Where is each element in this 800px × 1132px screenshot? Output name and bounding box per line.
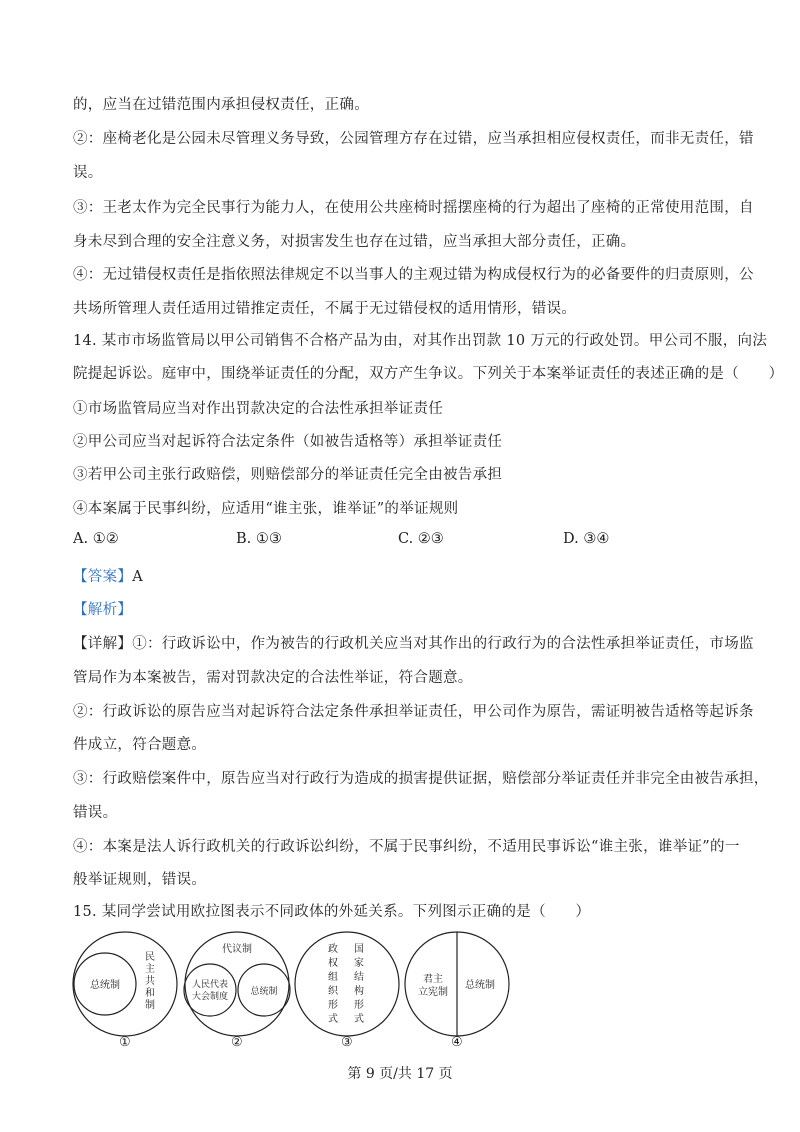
label-state-structure: 构 <box>354 986 364 997</box>
detail-line: ③：行政赔偿案件中，原告应当对行政行为造成的损害提供证据，赔偿部分举证责任并非完全由被告承担， <box>73 771 769 787</box>
detail-line: 件成立，符合题意。 <box>73 737 207 753</box>
detail-line: 【详解】①：行政诉讼中，作为被告的行政机关应当对其作出的行政行为的合法性承担举证责任，市场监 <box>73 636 754 652</box>
text-line: ②：座椅老化是公园未尽管理义务导致，公园管理方存在过错，应当承担相应侵权责任，而非无责任，错 <box>73 131 754 147</box>
label-state-structure: 家 <box>354 958 364 969</box>
euler-diagrams <box>0 930 800 1040</box>
euler-figure-4 <box>405 932 509 1036</box>
label-democratic-republic-1: 民 <box>145 952 155 963</box>
statement-3: ③若甲公司主张行政赔偿，则赔偿部分的举证责任完全由被告承担 <box>73 467 503 483</box>
label-regime-form: 形 <box>328 1000 338 1011</box>
figure-number-3: ③ <box>341 1035 353 1050</box>
label-democratic-republic-4: 和 <box>145 988 155 999</box>
question-15-stem: 15. 某同学尝试用欧拉图表示不同政体的外延关系。下列图示正确的是（ ） <box>73 904 591 920</box>
figure-number-2: ② <box>231 1035 243 1050</box>
option-c: C. ②③ <box>398 531 444 547</box>
label-presidential: 总统制 <box>465 980 495 991</box>
page-footer: 第 9 页/共 17 页 <box>347 1066 453 1082</box>
label-constitutional-monarchy-1: 君主 <box>423 974 443 985</box>
question-14-stem: 院提起诉讼。庭审中，围绕举证责任的分配，双方产生争议。下列关于本案举证责任的表述正确的是（ ） <box>73 366 784 382</box>
label-regime-form: 政 <box>328 944 338 955</box>
answer-value: A <box>132 569 143 585</box>
answer-label: 【答案】 <box>73 569 133 585</box>
text-line: ③：王老太作为完全民事行为能力人，在使用公共座椅时摇摆座椅的行为超出了座椅的正常使用范围，自 <box>73 200 754 216</box>
label-democratic-republic-2: 主 <box>145 964 155 975</box>
detail-line: 般举证规则，错误。 <box>73 872 207 888</box>
question-14-stem: 14. 某市市场监管局以甲公司销售不合格产品为由，对其作出罚款 10 万元的行政处罚。甲公司不服，向法 <box>73 333 768 349</box>
analysis-label: 【解析】 <box>73 602 133 618</box>
label-presidential: 总统制 <box>90 980 120 991</box>
label-regime-form: 织 <box>328 986 338 997</box>
statement-1: ①市场监管局应当对作出罚款决定的合法性承担举证责任 <box>73 401 443 417</box>
statement-4: ④本案属于民事纠纷，应适用“谁主张，谁举证”的举证规则 <box>73 501 459 517</box>
text-line: 身未尽到合理的安全注意义务，对损害发生也存在过错，应当承担大部分责任，正确。 <box>73 234 636 250</box>
label-state-structure: 结 <box>354 972 364 983</box>
text-line: 误。 <box>73 165 103 181</box>
text-line: 共场所管理人责任适用过错推定责任，不属于无过错侵权的适用情形，错误。 <box>73 301 577 317</box>
label-constitutional-monarchy-2: 立宪制 <box>418 987 448 998</box>
label-state-structure: 形 <box>354 1000 364 1011</box>
label-state-structure: 式 <box>354 1014 364 1025</box>
detail-line: 管局作为本案被告，需对罚款决定的合法性举证，符合题意。 <box>73 670 473 686</box>
statement-2: ②甲公司应当对起诉符合法定条件（如被告适格等）承担举证责任 <box>73 434 503 450</box>
label-representative: 代议制 <box>222 944 252 955</box>
label-state-structure: 国 <box>354 944 364 955</box>
euler-figure-1 <box>73 932 177 1036</box>
label-peoples-congress-1: 人民代表 <box>191 980 229 990</box>
label-democratic-republic-3: 共 <box>145 976 155 987</box>
detail-line: 错误。 <box>73 805 118 821</box>
label-regime-form: 式 <box>328 1014 338 1025</box>
detail-line: ②：行政诉讼的原告应当对起诉符合法定条件承担举证责任，甲公司作为原告，需证明被告适格等起诉条 <box>73 704 754 720</box>
label-democratic-republic-5: 制 <box>145 1000 155 1011</box>
text-line: ④：无过错侵权责任是指依照法律规定不以当事人的主观过错为构成侵权行为的必备要件的归责原则，公 <box>73 267 754 283</box>
answer-row <box>73 565 143 586</box>
text-line: 的，应当在过错范围内承担侵权责任，正确。 <box>73 97 369 113</box>
figure-number-4: ④ <box>451 1035 463 1050</box>
label-peoples-congress-2: 大会制度 <box>191 992 229 1002</box>
label-regime-form: 组 <box>328 972 338 983</box>
detail-line: ④：本案是法人诉行政机关的行政诉讼纠纷，不属于民事纠纷，不适用民事诉讼“谁主张，谁举证”的一 <box>73 839 740 855</box>
option-b: B. ①③ <box>236 531 282 547</box>
option-d: D. ③④ <box>563 531 610 547</box>
figure-number-1: ① <box>119 1035 131 1050</box>
label-regime-form: 权 <box>328 958 338 969</box>
label-presidential: 总统制 <box>250 987 278 997</box>
euler-figure-3 <box>295 932 399 1036</box>
euler-figure-2 <box>184 932 290 1036</box>
option-a: A. ①② <box>73 531 119 547</box>
